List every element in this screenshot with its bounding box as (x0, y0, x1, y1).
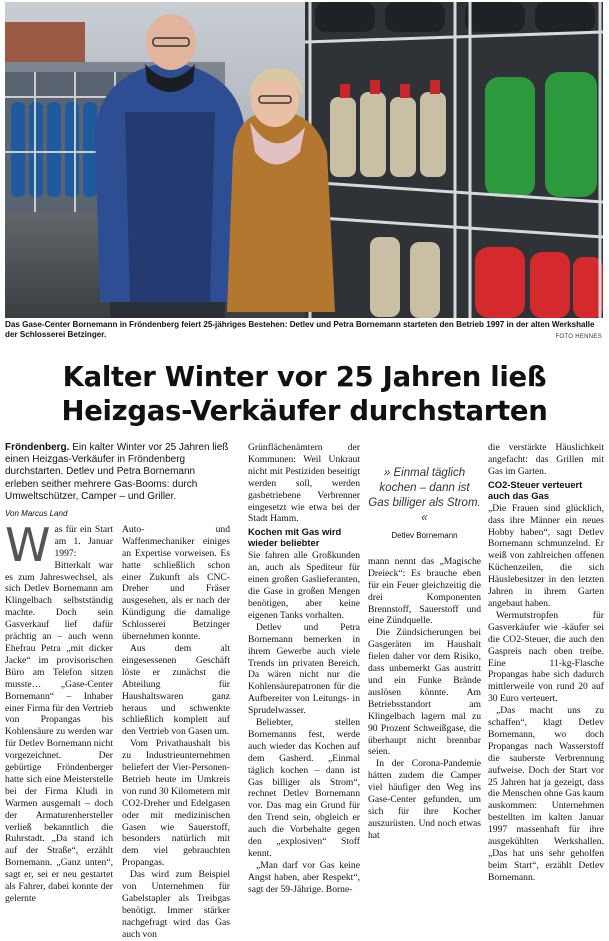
body-paragraph: „Die Frauen sind glücklich, dass ihre Männer ein neues Hobby haben“, sagt Detlev Bornemann schmunzelnd. Er weiß von zahlreichen offenen Küchenzeilen, die sich Häuslebesitzer in den letzten Jahren in ihrem Garten angebaut haben. (488, 502, 604, 609)
body-paragraph: Grünflächenämtern der Kommunen: Weil Unkraut nicht mit Pestiziden beseitigt werden soll, werden gasbetriebene Verbrenner eingesetzt wie etwa bei der Stadt Hamm. (248, 442, 360, 525)
headline-line-1: Kalter Winter vor 25 Jahren ließ (62, 361, 547, 393)
article-photo (5, 2, 603, 318)
lead-paragraph (5, 442, 231, 503)
body-paragraph: In der Corona-Pandemie hätten zudem die Camper viel häufiger den Weg ins Gase-Center gefunden, um sich für ihre Kocher auszurüsten. Und noch etwas hat (368, 758, 481, 841)
headline-line-2: Heizgas-Verkäufer durchstarten (61, 395, 548, 427)
photo-credit: FOTO HENNES (555, 334, 602, 340)
photo-caption: Das Gase-Center Bornemann in Fröndenberg feiert 25-jähriges Bestehen: Detlev und Petra Bornemann starteten den Betrieb 1997 in der alten Werkshalle der Schlosserei Betzinger. (5, 320, 595, 339)
body-paragraph: Beliebter, stellen Bornemanns fest, werde auch wieder das Kochen auf dem Gasherd. „Einmal täglich kochen – dann ist Gas billiger als Strom“, rechnet Detlev Bornemann vor. Das mag ein Grund für den Trend sein, obgleich er auch die Vorbehalte gegen den „explosiven“ Stoff kennt. (248, 717, 360, 859)
gas-cylinder-rack (305, 2, 603, 318)
body-paragraph: mann nennt das „Magische Dreieck“: Es brauche eben für ein Feuer gleichzeitig die drei Komponenten Brennstoff, Sauerstoff und eine Zündquelle. (368, 555, 481, 627)
body-paragraph: Die Zündsicherungen bei Gasgeräten im Haushalt fielen daher vor dem Risiko, dass unbemerkt Gas austritt und ein Funke Brände auslösen könnte. Am Betriebsstandort am Klingelbach lagern mal zu 90 Prozent Schweißgase, die überhaupt nicht brennbar seien. (368, 627, 481, 758)
headline (0, 360, 609, 428)
body-paragraph: Vom Privathaushalt bis zu Industrieunternehmen beliefert der Vier-Personen-Betrieb heute im Umkreis von rund 30 Kilometern mit CO2-Dreher und Edelgasen oder mit medizinischen Gasen wie Sauerstoff, besonders natürlich mit dem viel gebrauchten Propangas. (122, 738, 230, 869)
subheading: CO2-Steuer verteuert auch das Gas (488, 478, 583, 501)
column-1a (5, 517, 113, 941)
pull-quote-author: Detlev Bornemann (391, 531, 458, 540)
column-4 (488, 442, 604, 884)
column-1b (122, 524, 230, 941)
body-paragraph: Das wird zum Beispiel von Unternehmen für Gabelstapler als Treibgas benötigt. Immer stärker nachgefragt wird das Gas auch von (122, 869, 230, 940)
body-paragraph: Wermutstropfen für Gasverkäufer wie -käufer sei die CO2-Steuer, die auch den Gaspreis nach oben treibe. Eine 11-kg-Flasche Propangas habe sich dadurch mittlerweile von rund 20 auf 30 Euro verteuert. (488, 609, 604, 705)
pull-quote: » Einmal täglich kochen – dann ist Gas billiger als Strom. « (368, 467, 481, 524)
column-3 (368, 442, 481, 842)
body-paragraph: Aus dem alt eingesessenen Geschäft löste er zunächst die Abteilung für Haushaltswaren ganz heraus und schwenkte schließlich komplett auf den Vertrieb von Gasen um. (122, 642, 230, 738)
body-paragraph: „Das macht uns zu schaffen“, klagt Detlev Bornemann, wo doch Propangas nach Wasserstoff die sauberste Verbrennung aufweise. Doch der Start vor 25 Jahren hat ja gezeigt, dass die Menschen ohne Gas kaum auskommen: Unternehmen bestellten im kalten Januar 1997 massenhaft für ihre ausgekühlten Werkshallen. „Das hat uns sehr geholfen beim Start“, erzählt Detlev Bornemann. (488, 705, 604, 883)
body-paragraph: „Man darf vor Gas keine Angst haben, aber Respekt“, sagt der 59-Jährige. Borne- (248, 859, 360, 895)
author-line: Von Marcus Land (5, 509, 68, 519)
body-paragraph: Sie fahren alle Großkunden an, auch als Spediteur für einen großen Gaslieferanten, die Gase in großen Mengen benötigen, aber keine eigenen Tanks vorhalten. (248, 550, 360, 621)
subheading: Kochen mit Gas wird wieder beliebter (248, 526, 342, 549)
column-1 (5, 442, 231, 941)
body-paragraph: as für ein Start am 1. Januar 1997: Bitterkalt war es zum Jahreswechsel, als sich Detlev Bornemann am Klingelbach selbstständig machte. Doch sein Gasverkauf lief dafür prächtig an – auch wenn Ehefrau Petra „mit dicker Jacke“ im provisorischen Büro am Telefon sitzen musste… „Gase-Center Bornemann“ – Inhaber einer Firma für den Vertrieb von Propangas bis Kohlensäure zu werden war für Detlev Bornemann nicht vorgezeichnet. Der gebürtige Fröndenberger hatte sich eine Meisterstelle bei der Firma Kludi in Warmen ausgemalt – doch der Armaturenhersteller verließ bekanntlich die Ruhrstadt. „Da stand ich auf der Straße“, erzählt Bornemann. „Ganz unten“, sagt er, sei er neu gestartet als Fahrer, dabei konnte der gelernte (5, 523, 113, 905)
dateline: Fröndenberg. (5, 442, 70, 453)
drop-cap: W (5, 517, 51, 572)
body-paragraph: Detlev und Petra Bornemann bemerken in ihrem Gewerbe auch viele Trends im privaten Bereich. Da wären nicht nur die Kohlensäurepatronen für die Aufbereiter von Leitungs- in Sprudelwasser. (248, 621, 360, 717)
body-paragraph: Auto- und Waffenmechaniker einiges an Expertise vorweisen. Es hatte schließlich schon einer Zukunft als CNC-Dreher und Fräser ausgesehen, als er nach der Kündigung die damalige Schlosserei Betzinger übernehmen konnte. (122, 523, 230, 643)
body-paragraph: die verstärkte Häuslichkeit angefacht: das Grillen mit Gas im Garten. (488, 442, 604, 477)
lead-text: Ein kalter Winter vor 25 Jahren ließ einen Heizgas-Verkäufer in Fröndenberg durchstarten. Detlev und Petra Bornemann erleben seither mehrere Gas-Booms: durch Umweltschützer, Camper – und Griller. (5, 442, 229, 502)
